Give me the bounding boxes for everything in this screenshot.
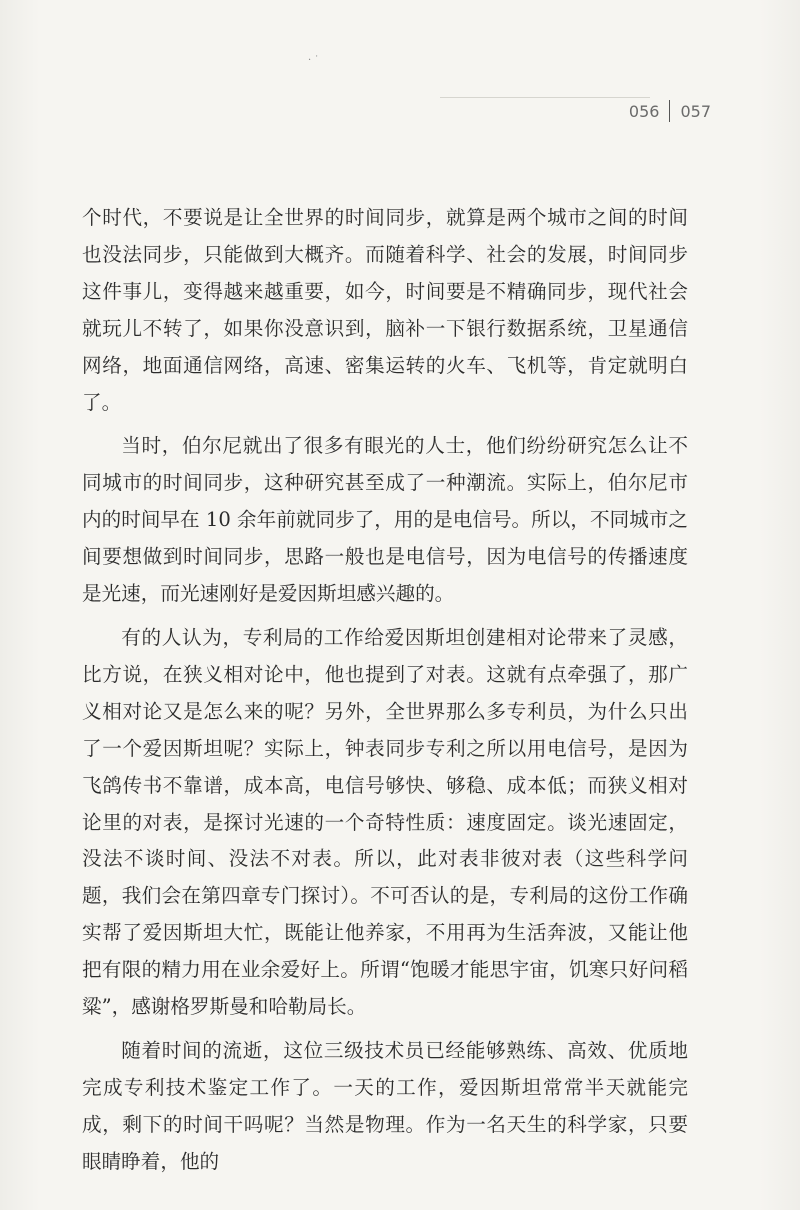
- scan-specks: ·˙: [308, 55, 323, 66]
- paragraph-3: 有的人认为，专利局的工作给爱因斯坦创建相对论带来了灵感，比方说，在狭义相对论中，他也提到了对表。这就有点牵强了，那广义相对论又是怎么来的呢？另外，全世界那么多专利员，为什么只出了一个爱因斯坦呢？实际上，钟表同步专利之所以用电信号，是因为飞鸽传书不靠谱，成本高，电信号够快、够稳、成本低；而狭义相对论里的对表，是探讨光速的一个奇特性质：速度固定。谈光速固定，没法不谈时间、没法不对表。所以，此对表非彼对表（这些科学问题，我们会在第四章专门探讨）。不可否认的是，专利局的这份工作确实帮了爱因斯坦大忙，既能让他养家，不用再为生活奔波，又能让他把有限的精力用在业余爱好上。所谓“饱暖才能思宇宙，饥寒只好问稻粱”，感谢格罗斯曼和哈勒局长。: [82, 625, 688, 1019]
- header-rule: [440, 97, 650, 98]
- page-number-separator: [669, 100, 670, 122]
- page-number-left: 056: [628, 101, 660, 121]
- page-number-right: 057: [680, 101, 711, 121]
- paragraph-4: 随着时间的流逝，这位三级技术员已经能够熟练、高效、优质地完成专利技术鉴定工作了。一天的工作，爱因斯坦常常半天就能完成，剩下的时间干吗呢？当然是物理。作为一名天生的科学家，只要眼睛睁着，他的: [82, 1038, 688, 1173]
- paragraph-2: 当时，伯尔尼就出了很多有眼光的人士，他们纷纷研究怎么让不同城市的时间同步，这种研究甚至成了一种潮流。实际上，伯尔尼市内的时间早在 10 余年前就同步了，用的是电信号。所以，不同城市之间要想做到时间同步，思路一般也是电信号，因为电信号的传播速度是光速，而光速刚好是爱因斯坦感兴趣的。: [82, 434, 688, 606]
- page-header: [629, 98, 711, 124]
- body-text: [82, 200, 688, 1188]
- paragraph-1: 个时代，不要说是让全世界的时间同步，就算是两个城市之间的时间也没法同步，只能做到大概齐。而随着科学、社会的发展，时间同步这件事儿，变得越来越重要，如今，时间要是不精确同步，现代社会就玩儿不转了，如果你没意识到，脑补一下银行数据系统，卫星通信网络，地面通信网络，高速、密集运转的火车、飞机等，肯定就明白了。: [82, 206, 688, 414]
